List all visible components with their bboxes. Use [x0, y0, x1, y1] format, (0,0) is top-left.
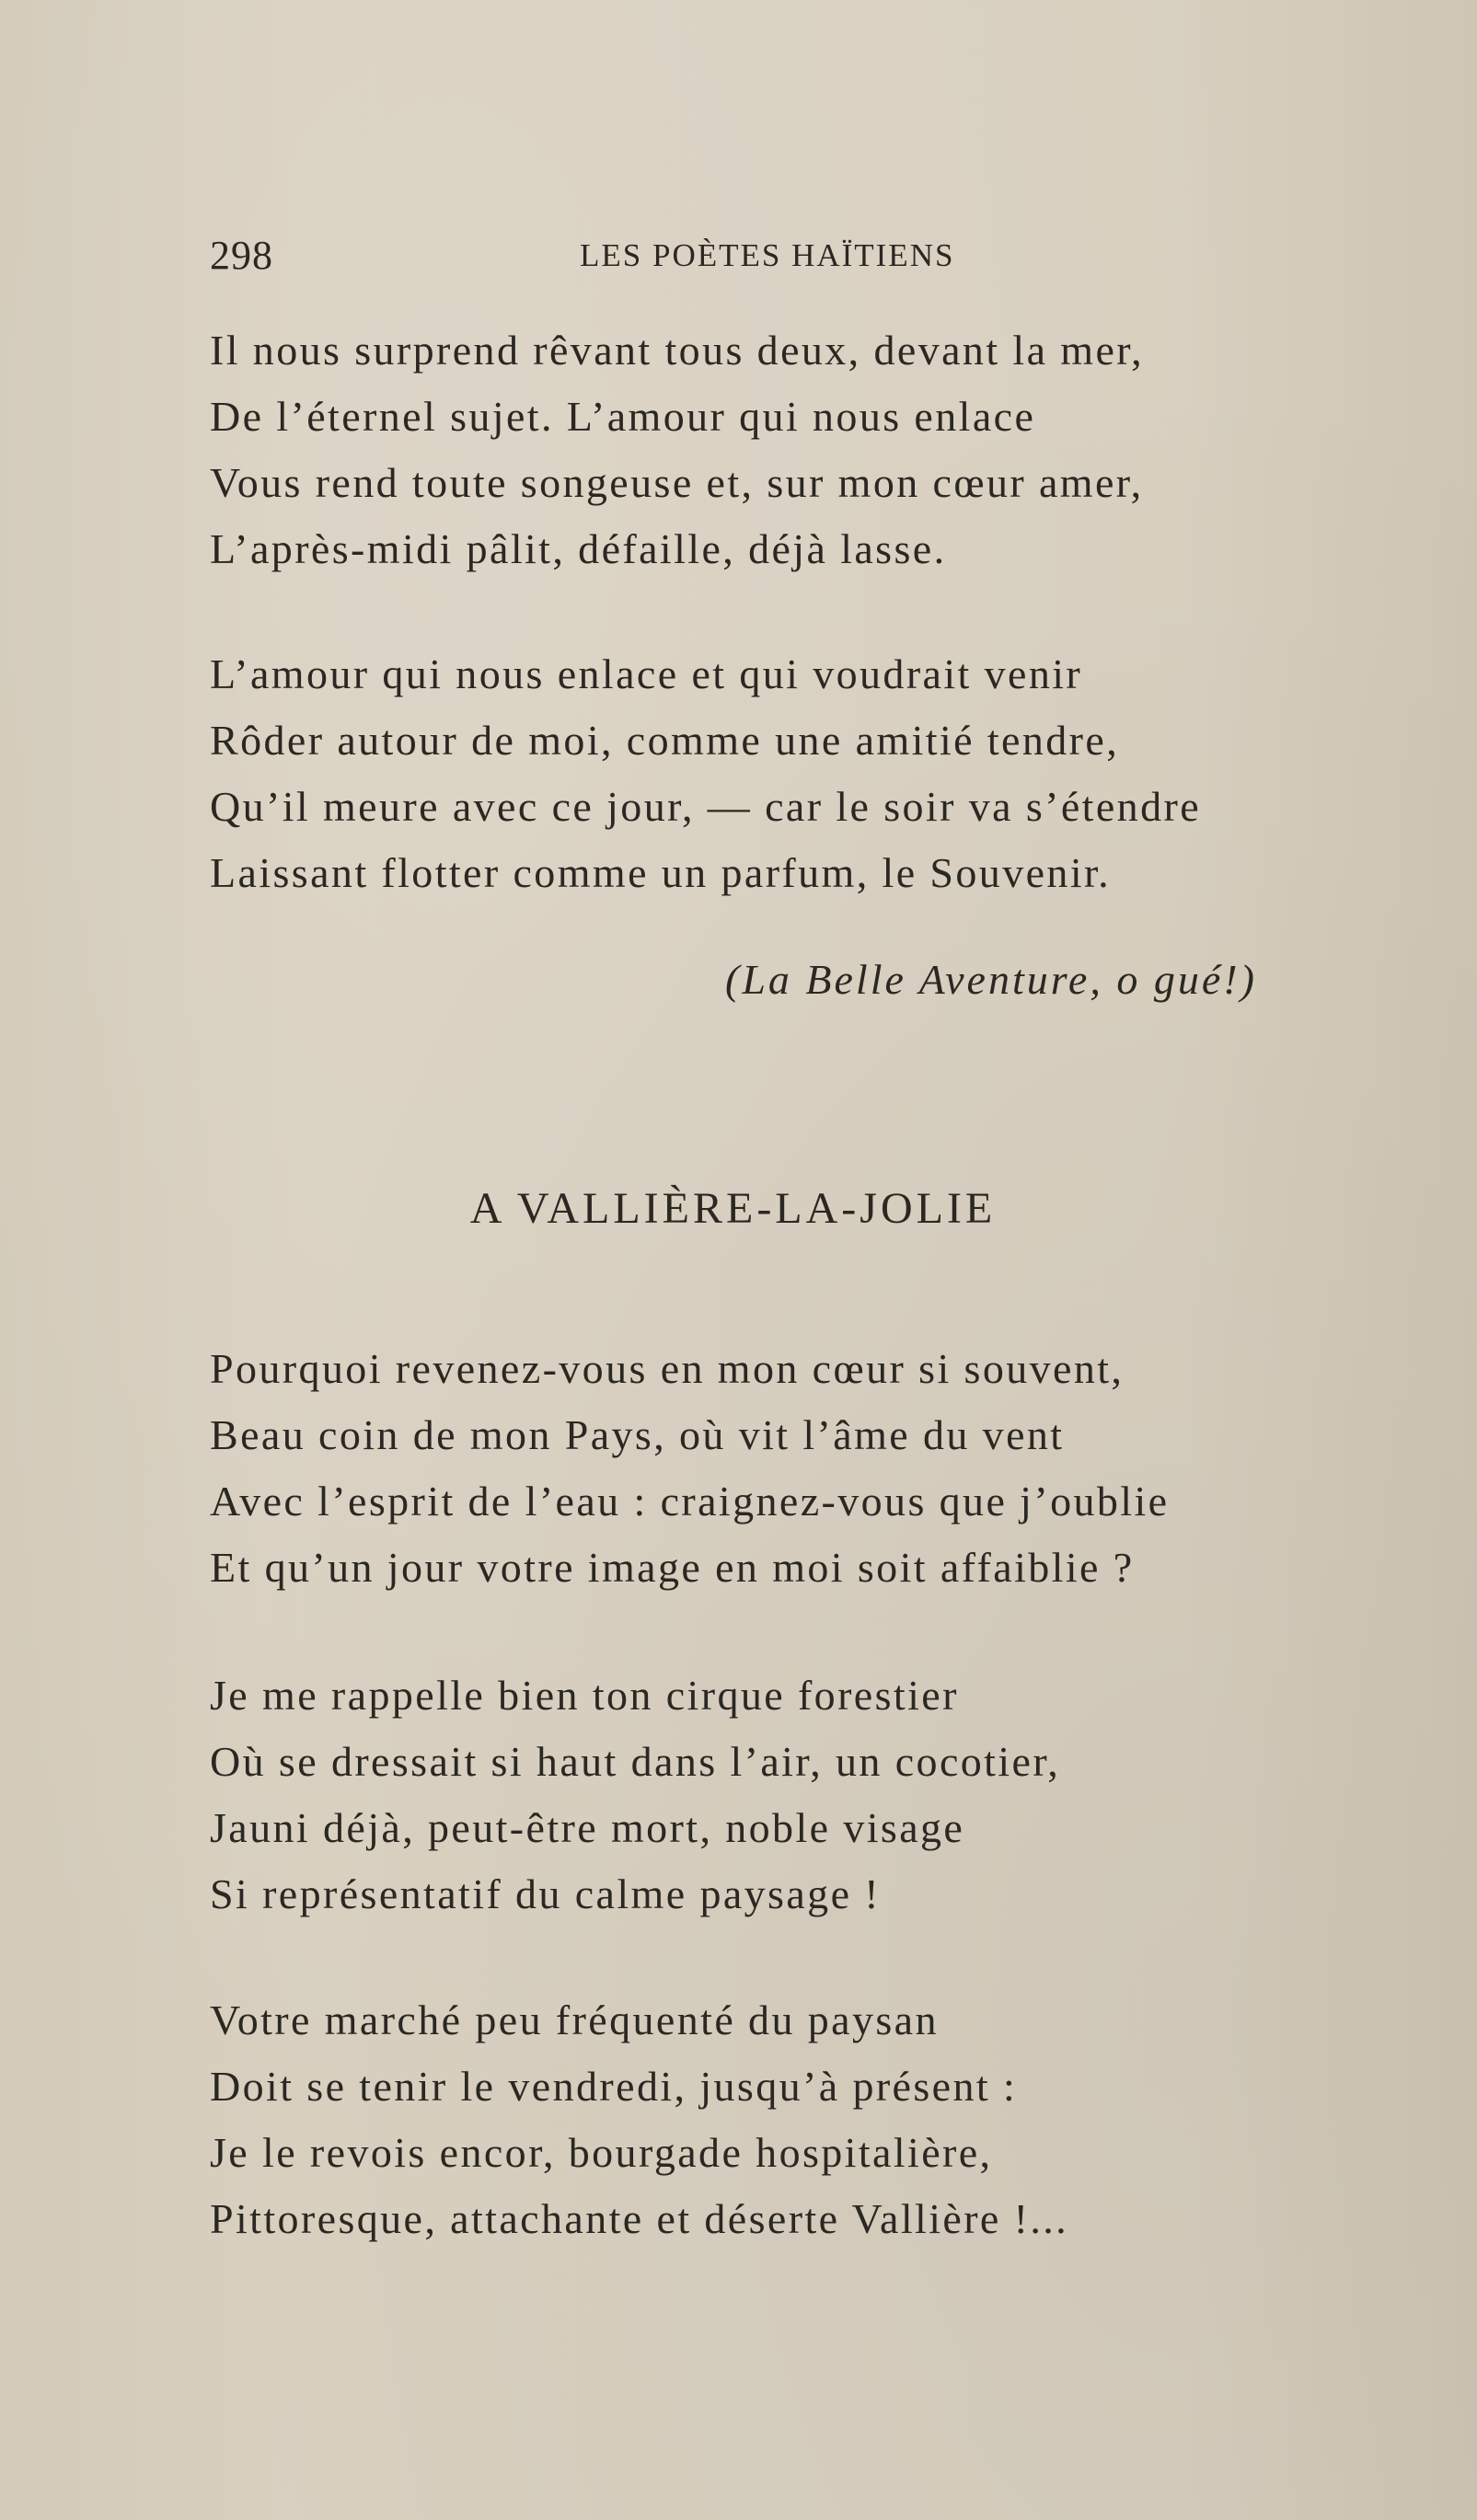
poem-title — [0, 1183, 1477, 1234]
verse-line: Jauni déjà, peut-être mort, noble visage — [210, 1804, 965, 1851]
verse-line: De l’éternel sujet. L’amour qui nous enlace — [210, 393, 1036, 440]
poem2-stanza-1 — [210, 1336, 1369, 1601]
verse-line: Si représentatif du calme paysage ! — [210, 1870, 882, 1917]
verse-line: Votre marché peu fréquenté du paysan — [210, 1996, 939, 2043]
running-head: LES POÈTES HAÏTIENS — [580, 237, 955, 273]
poem2-stanza-3 — [210, 1987, 1369, 2252]
verse-line: Vous rend toute songeuse et, sur mon cœur amer, — [210, 459, 1144, 506]
verse-line: Il nous surprend rêvant tous deux, devant la mer, — [210, 327, 1145, 374]
verse-line: Qu’il meure avec ce jour, — car le soir va s’étendre — [210, 783, 1202, 830]
verse-line: Beau coin de mon Pays, où vit l’âme du vent — [210, 1411, 1065, 1458]
poem1-attribution: (La Belle Aventure, o gué!) — [725, 956, 1257, 1003]
verse-line: Je le revois encor, bourgade hospitalière, — [210, 2129, 993, 2176]
verse-line: Rôder autour de moi, comme une amitié tendre, — [210, 717, 1120, 764]
poem2-stanza-2 — [210, 1663, 1369, 1927]
verse-line: Pourquoi revenez-vous en mon cœur si souvent, — [210, 1345, 1125, 1392]
verse-line: Et qu’un jour votre image en moi soit affaiblie ? — [210, 1544, 1135, 1591]
verse-line: Où se dressait si haut dans l’air, un cocotier, — [210, 1738, 1061, 1785]
verse-line: Doit se tenir le vendredi, jusqu’à présent : — [210, 2063, 1018, 2110]
verse-line: Je me rappelle bien ton cirque forestier — [210, 1672, 959, 1719]
poem1-stanza-2 — [210, 641, 1369, 906]
verse-line: Laissant flotter comme un parfum, le Souvenir. — [210, 849, 1112, 896]
page-number: 298 — [210, 233, 273, 278]
verse-line: L’après-midi pâlit, défaille, déjà lasse. — [210, 525, 947, 572]
page-header — [210, 232, 1333, 287]
verse-line: Pittoresque, attachante et déserte Vallière !... — [210, 2195, 1069, 2242]
verse-line: Avec l’esprit de l’eau : craignez-vous que j’oublie — [210, 1478, 1170, 1525]
poem-title-text: A VALLIÈRE-LA-JOLIE — [469, 1184, 997, 1233]
poem1-stanza-1 — [210, 317, 1369, 582]
verse-line: L’amour qui nous enlace et qui voudrait venir — [210, 650, 1083, 697]
